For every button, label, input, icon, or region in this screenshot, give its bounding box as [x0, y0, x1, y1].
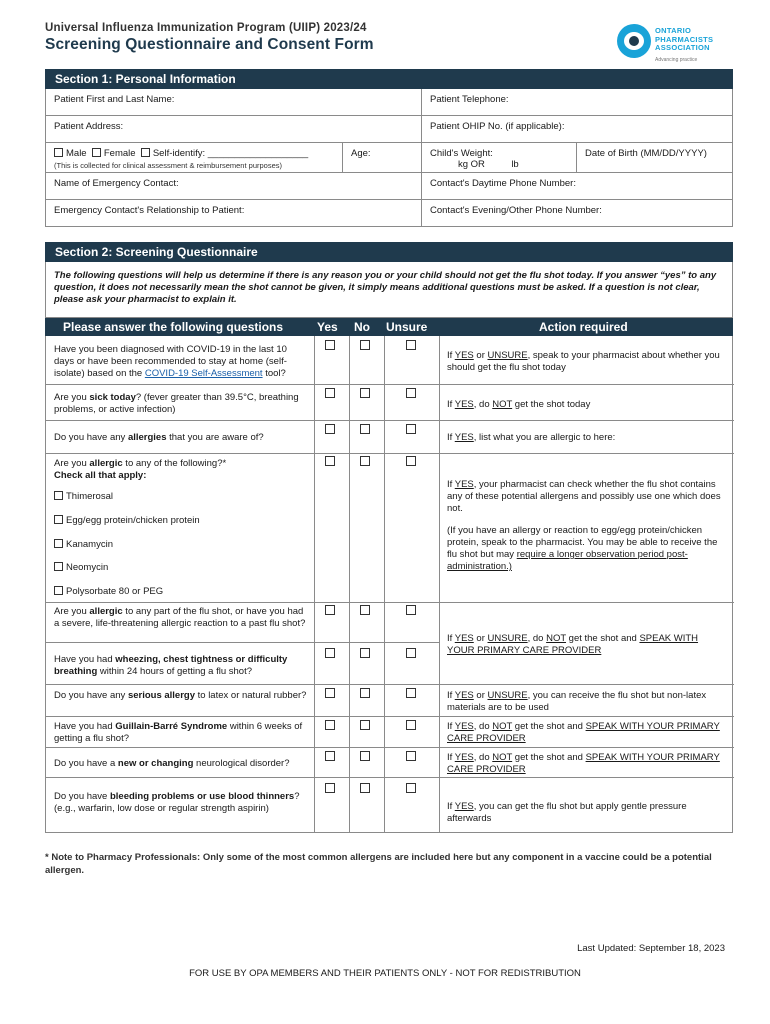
- neomycin-checkbox[interactable]: [54, 562, 63, 571]
- row-relationship: [45, 200, 733, 227]
- q8-yes-checkbox[interactable]: [325, 720, 335, 730]
- row-gender-age: [45, 143, 733, 173]
- q3-yes-checkbox[interactable]: [325, 424, 335, 434]
- covid-self-assessment-link[interactable]: COVID-19 Self-Assessment: [144, 368, 263, 379]
- patient-name-field[interactable]: Patient First and Last Name:: [46, 89, 422, 115]
- question-bleeding: Do you have bleeding problems or use blood thinners? (e.g., warfarin, low dose or regular strength aspirin): [54, 791, 300, 814]
- question-flu-shot-allergy: Are you allergic to any part of the flu shot, or have you had a severe, life-threatening allergic reaction to a past flu shot?: [54, 606, 306, 629]
- kanamycin-checkbox[interactable]: [54, 539, 63, 548]
- question-guillain-barre: Have you had Guillain-Barré Syndrome within 6 weeks of getting a flu shot?: [54, 721, 303, 744]
- allergen-thimerosal: Thimerosal: [54, 491, 113, 502]
- program-name: Universal Influenza Immunization Program (UIIP) 2023/24: [45, 22, 367, 34]
- question-allergies: Do you have any allergies that you are aware of?: [54, 432, 264, 443]
- allergen-polysorbate: Polysorbate 80 or PEG: [54, 586, 163, 597]
- action-neurological: If YES, do NOT get the shot and SPEAK WITH YOUR PRIMARY CARE PROVIDER: [447, 752, 720, 775]
- question-table-header: [45, 318, 733, 336]
- ohip-field[interactable]: Patient OHIP No. (if applicable):: [430, 121, 565, 132]
- egg-checkbox[interactable]: [54, 515, 63, 524]
- q3-unsure-checkbox[interactable]: [406, 424, 416, 434]
- patient-address-field[interactable]: Patient Address:: [46, 116, 422, 142]
- thimerosal-checkbox[interactable]: [54, 491, 63, 500]
- action-covid: If YES or UNSURE, speak to your pharmacist about whether you should get the flu shot today: [447, 350, 720, 373]
- male-checkbox[interactable]: [54, 148, 63, 157]
- relationship-field[interactable]: Emergency Contact's Relationship to Patient:: [46, 200, 422, 226]
- q6-no-checkbox[interactable]: [360, 648, 370, 658]
- logo-tagline: Advancing practice: [655, 57, 698, 63]
- q4-yes-checkbox[interactable]: [325, 456, 335, 466]
- question-neurological: Do you have a new or changing neurological disorder?: [54, 758, 290, 769]
- action-bleeding: If YES, you can get the flu shot but apply gentle pressure afterwards: [447, 801, 687, 824]
- col-question: Please answer the following questions: [63, 320, 284, 334]
- section2-header: Section 2: Screening Questionnaire: [45, 242, 733, 262]
- row-address-ohip: [45, 116, 733, 143]
- q8-unsure-checkbox[interactable]: [406, 720, 416, 730]
- section1-header: Section 1: Personal Information: [45, 69, 733, 89]
- question-sick-today: Are you sick today? (fever greater than 39.5°C, breathing problems, or active infection): [54, 392, 299, 415]
- opa-logo: [617, 24, 737, 68]
- q5-unsure-checkbox[interactable]: [406, 605, 416, 615]
- form-title: Screening Questionnaire and Consent Form: [45, 36, 374, 53]
- form-header: [45, 22, 735, 68]
- col-unsure: Unsure: [386, 320, 428, 334]
- question-wheezing: Have you had wheezing, chest tightness or difficulty breathing within 24 hours of getting a flu shot?: [54, 654, 288, 677]
- question-covid: Have you been diagnosed with COVID-19 in the last 10 days or have been recommended to stay at home (self-isolate) based on the COVID-19 Self-Assessment tool?: [54, 344, 287, 379]
- question-table: [45, 336, 733, 833]
- q6-unsure-checkbox[interactable]: [406, 648, 416, 658]
- logo-text: ONTARIO PHARMACISTS ASSOCIATION: [655, 26, 714, 52]
- patient-phone-field[interactable]: Patient Telephone:: [430, 94, 509, 105]
- q1-no-checkbox[interactable]: [360, 340, 370, 350]
- contact-day-phone-field[interactable]: Contact's Daytime Phone Number:: [430, 178, 576, 189]
- last-updated: Last Updated: September 18, 2023: [577, 943, 725, 954]
- q9-yes-checkbox[interactable]: [325, 751, 335, 761]
- q6-yes-checkbox[interactable]: [325, 648, 335, 658]
- self-identify-checkbox[interactable]: [141, 148, 150, 157]
- gender-field: Male Female Self-identify: ___________________ (This is collected for clinical assessment & reimbursement purposes): [46, 143, 343, 172]
- age-field[interactable]: Age:: [343, 143, 422, 172]
- dob-field[interactable]: Date of Birth (MM/DD/YYYY): [585, 148, 707, 159]
- action-allergies: If YES, list what you are allergic to here:: [447, 432, 616, 443]
- pharmacy-note: * Note to Pharmacy Professionals: Only some of the most common allergens are included here but any component in a vaccine could be a potential allergen.: [45, 852, 712, 876]
- q10-yes-checkbox[interactable]: [325, 783, 335, 793]
- q9-unsure-checkbox[interactable]: [406, 751, 416, 761]
- allergen-neomycin: Neomycin: [54, 562, 108, 573]
- action-guillain-barre: If YES, do NOT get the shot and SPEAK WITH YOUR PRIMARY CARE PROVIDER: [447, 721, 720, 744]
- row-emergency: [45, 173, 733, 200]
- q10-unsure-checkbox[interactable]: [406, 783, 416, 793]
- q2-no-checkbox[interactable]: [360, 388, 370, 398]
- q1-yes-checkbox[interactable]: [325, 340, 335, 350]
- q8-no-checkbox[interactable]: [360, 720, 370, 730]
- q2-unsure-checkbox[interactable]: [406, 388, 416, 398]
- emergency-contact-field[interactable]: Name of Emergency Contact:: [46, 173, 422, 199]
- row-name-phone: [45, 89, 733, 116]
- q4-no-checkbox[interactable]: [360, 456, 370, 466]
- q7-no-checkbox[interactable]: [360, 688, 370, 698]
- col-action: Action required: [539, 320, 628, 334]
- q9-no-checkbox[interactable]: [360, 751, 370, 761]
- q7-yes-checkbox[interactable]: [325, 688, 335, 698]
- action-sick-today: If YES, do NOT get the shot today: [447, 399, 591, 410]
- gender-note: (This is collected for clinical assessment & reimbursement purposes): [54, 161, 282, 170]
- action-allergic-following: If YES, your pharmacist can check whether the flu shot contains any of these potential allergens and possibly use one which does not. (If you have an allergy or reaction to egg/egg protein/chicken protein, speak to the pharmacist. You may be able to receive the flu shot but may require a longer observation period post-administration.): [447, 479, 721, 572]
- child-weight-field[interactable]: Child's Weight: kg OR lb: [422, 143, 577, 172]
- col-yes: Yes: [317, 320, 338, 334]
- q3-no-checkbox[interactable]: [360, 424, 370, 434]
- q1-unsure-checkbox[interactable]: [406, 340, 416, 350]
- allergen-kanamycin: Kanamycin: [54, 539, 113, 550]
- q2-yes-checkbox[interactable]: [325, 388, 335, 398]
- action-flu-shot-allergy: If YES or UNSURE, do NOT get the shot and SPEAK WITH YOUR PRIMARY CARE PROVIDER: [447, 633, 699, 656]
- q5-no-checkbox[interactable]: [360, 605, 370, 615]
- q5-yes-checkbox[interactable]: [325, 605, 335, 615]
- col-no: No: [354, 320, 370, 334]
- question-latex: Do you have any serious allergy to latex or natural rubber?: [54, 690, 307, 701]
- q7-unsure-checkbox[interactable]: [406, 688, 416, 698]
- question-allergic-following: Are you allergic to any of the following?* Check all that apply:: [54, 458, 227, 481]
- footer-disclaimer: FOR USE BY OPA MEMBERS AND THEIR PATIENTS ONLY - NOT FOR REDISTRIBUTION: [189, 968, 581, 979]
- logo-icon: [617, 24, 651, 58]
- female-checkbox[interactable]: [92, 148, 101, 157]
- action-latex: If YES or UNSURE, you can receive the flu shot but non-latex materials are to be used: [447, 690, 707, 713]
- q4-unsure-checkbox[interactable]: [406, 456, 416, 466]
- section2-intro: The following questions will help us determine if there is any reason you or your child should not get the flu shot today. If you answer “yes” to any question, it does not necessarily mean the shot cannot be given, it simply means additional questions must be asked. If a question is not clear, please ask your pharmacist to explain it.: [45, 262, 733, 318]
- q10-no-checkbox[interactable]: [360, 783, 370, 793]
- polysorbate-checkbox[interactable]: [54, 586, 63, 595]
- contact-evening-phone-field[interactable]: Contact's Evening/Other Phone Number:: [430, 205, 602, 216]
- allergen-egg: Egg/egg protein/chicken protein: [54, 515, 200, 526]
